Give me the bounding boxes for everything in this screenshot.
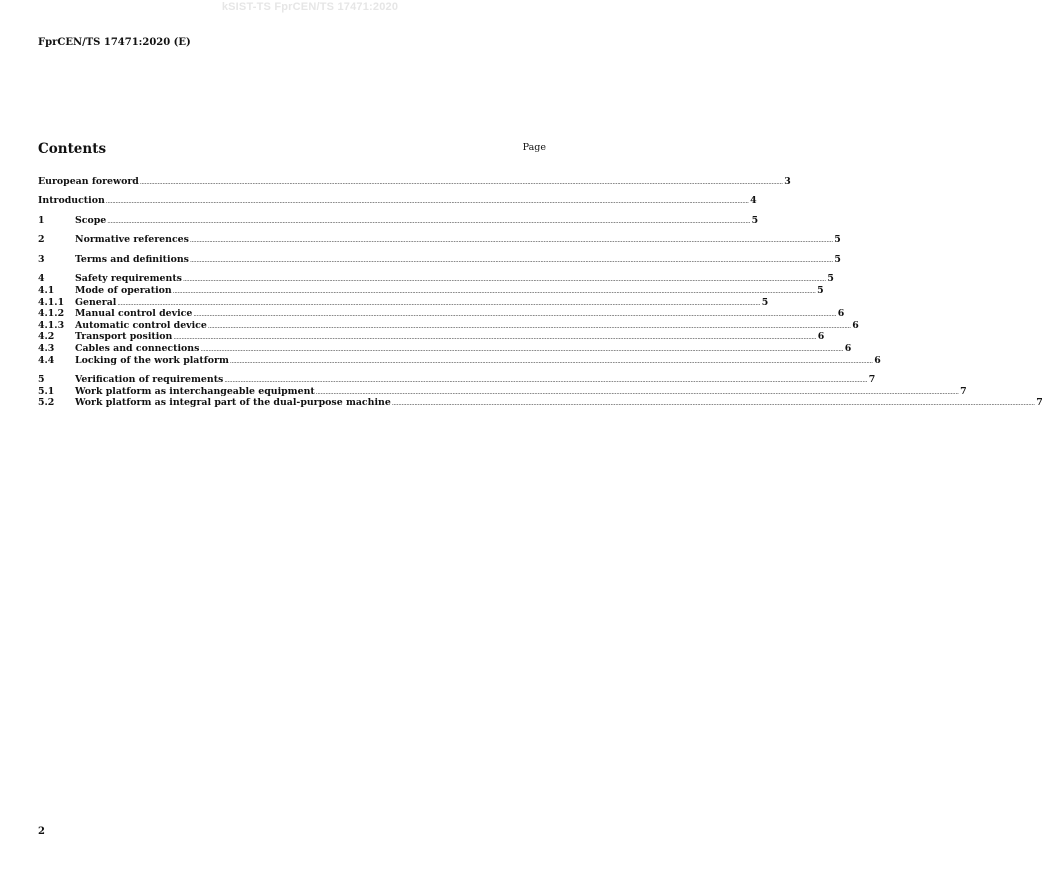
toc-entry-number: 4.4 xyxy=(38,354,55,366)
toc-entry-page: 5 xyxy=(817,285,824,297)
toc-entry-title: Locking of the work platform xyxy=(75,354,229,366)
toc-entry-title: Normative references xyxy=(75,234,189,246)
toc-entry[interactable] xyxy=(38,354,881,367)
toc-gap xyxy=(38,207,546,215)
toc-leader-dots: ................................................................................................................................................................................................................................................................................................................................................................................................................ xyxy=(229,357,873,365)
toc-entry[interactable] xyxy=(38,195,757,207)
toc-entry-number: 5 xyxy=(38,374,45,386)
toc-entry-title: Work platform as interchangeable equipment xyxy=(75,385,315,397)
toc-entry-page: 6 xyxy=(874,354,881,366)
toc-leader-dots: ................................................................................................................................................................................................................................................................................................................................................................................................................ xyxy=(189,237,833,245)
toc-leader-dots: ................................................................................................................................................................................................................................................................................................................................................................................................................ xyxy=(207,322,851,330)
toc-entry[interactable] xyxy=(38,234,841,246)
toc-leader-dots: ................................................................................................................................................................................................................................................................................................................................................................................................................ xyxy=(139,179,783,186)
watermark: kSIST-TS FprCEN/TS 17471:2020 xyxy=(221,1,399,13)
toc-entry-title: Transport position xyxy=(75,331,173,343)
toc-entry-title: Mode of operation xyxy=(75,285,172,297)
toc-entry-number: 2 xyxy=(38,234,45,246)
toc-entry-number: 4 xyxy=(38,273,45,285)
toc-leader-dots: ................................................................................................................................................................................................................................................................................................................................................................................................................ xyxy=(193,311,837,319)
toc-leader-dots: ................................................................................................................................................................................................................................................................................................................................................................................................................ xyxy=(224,377,868,385)
toc-entry-number: 4.1.3 xyxy=(38,319,65,331)
toc-entry-page: 3 xyxy=(784,176,791,187)
toc-gap xyxy=(38,227,546,235)
toc-entry-number: 3 xyxy=(38,253,45,265)
toc-entry[interactable] xyxy=(38,285,824,297)
toc-leader-dots: ................................................................................................................................................................................................................................................................................................................................................................................................................ xyxy=(107,217,751,225)
toc-entry-page: 6 xyxy=(852,319,859,331)
toc-entry[interactable] xyxy=(38,374,876,386)
contents-header xyxy=(38,138,546,157)
toc-gap xyxy=(38,188,546,196)
toc-entry-title: Verification of requirements xyxy=(75,374,224,386)
document-id: FprCEN/TS 17471:2020 (E) xyxy=(38,37,191,48)
toc-entry-title: Terms and definitions xyxy=(75,253,189,265)
toc-entry[interactable] xyxy=(38,214,759,227)
toc-gap xyxy=(38,366,546,374)
toc-entry-title: General xyxy=(75,296,117,308)
toc-leader-dots: ................................................................................................................................................................................................................................................................................................................................................................................................................ xyxy=(182,276,826,284)
toc-entry-page: 5 xyxy=(834,234,841,246)
toc-entry-title: European foreword xyxy=(38,176,139,187)
toc-entry[interactable] xyxy=(38,331,825,343)
toc-leader-dots: ................................................................................................................................................................................................................................................................................................................................................................................................................ xyxy=(172,288,816,296)
contents-title: Contents xyxy=(38,141,107,157)
toc-leader-dots: ................................................................................................................................................................................................................................................................................................................................................................................................................ xyxy=(173,334,817,342)
toc-entry[interactable] xyxy=(38,253,841,266)
page-number: 2 xyxy=(38,826,45,837)
toc-gap xyxy=(38,246,546,254)
toc-leader-dots: ................................................................................................................................................................................................................................................................................................................................................................................................................ xyxy=(200,345,844,353)
toc-entry-page: 6 xyxy=(844,342,852,354)
toc-entry[interactable] xyxy=(38,308,845,320)
toc-entry[interactable] xyxy=(38,319,859,332)
toc-leader-dots: ................................................................................................................................................................................................................................................................................................................................................................................................................ xyxy=(105,198,749,206)
toc-leader-dots: ................................................................................................................................................................................................................................................................................................................................................................................................................ xyxy=(117,299,761,307)
toc-entry-number: 5.1 xyxy=(38,385,55,397)
toc-entry-page: 6 xyxy=(817,331,825,343)
toc-entry-page: 5 xyxy=(827,273,834,285)
toc-entry-title: Scope xyxy=(75,214,107,226)
toc-entry[interactable] xyxy=(38,342,852,355)
toc-entry[interactable] xyxy=(38,273,834,285)
toc-entry-page: 7 xyxy=(960,385,967,397)
toc-entry-number: 4.2 xyxy=(38,331,55,343)
toc-entry-title: Cables and connections xyxy=(75,342,200,354)
toc-entry-page: 5 xyxy=(751,214,759,226)
toc-entry-page: 7 xyxy=(868,374,876,386)
toc-entry-title: Introduction xyxy=(38,195,105,207)
toc-entry[interactable] xyxy=(38,176,791,188)
toc-entry-title: Safety requirements xyxy=(75,273,182,285)
toc-entry-number: 1 xyxy=(38,214,45,226)
toc-gap xyxy=(38,266,546,274)
toc-entry-number: 4.1.1 xyxy=(38,296,65,308)
toc-entry[interactable] xyxy=(38,397,1043,409)
toc-leader-dots: ................................................................................................................................................................................................................................................................................................................................................................................................................ xyxy=(391,400,1035,408)
toc-entry-title: Automatic control device xyxy=(75,319,207,331)
table-of-contents xyxy=(38,176,1043,409)
toc-entry[interactable] xyxy=(38,385,967,398)
page-column-label: Page xyxy=(522,142,546,153)
toc-entry-page: 6 xyxy=(837,308,845,320)
toc-entry-page: 4 xyxy=(750,195,757,207)
toc-entry-title: Work platform as integral part of the dual-purpose machine xyxy=(75,397,391,409)
toc-entry-page: 5 xyxy=(834,253,841,265)
toc-entry-page: 7 xyxy=(1036,397,1043,409)
toc-entry[interactable] xyxy=(38,296,769,309)
toc-entry-number: 5.2 xyxy=(38,397,55,409)
toc-leader-dots: ................................................................................................................................................................................................................................................................................................................................................................................................................ xyxy=(315,388,959,396)
toc-leader-dots: ................................................................................................................................................................................................................................................................................................................................................................................................................ xyxy=(189,256,833,264)
toc-entry-number: 4.3 xyxy=(38,342,55,354)
toc-entry-page: 5 xyxy=(761,296,769,308)
toc-entry-number: 4.1.2 xyxy=(38,308,65,320)
toc-entry-number: 4.1 xyxy=(38,285,55,297)
toc-entry-title: Manual control device xyxy=(75,308,193,320)
